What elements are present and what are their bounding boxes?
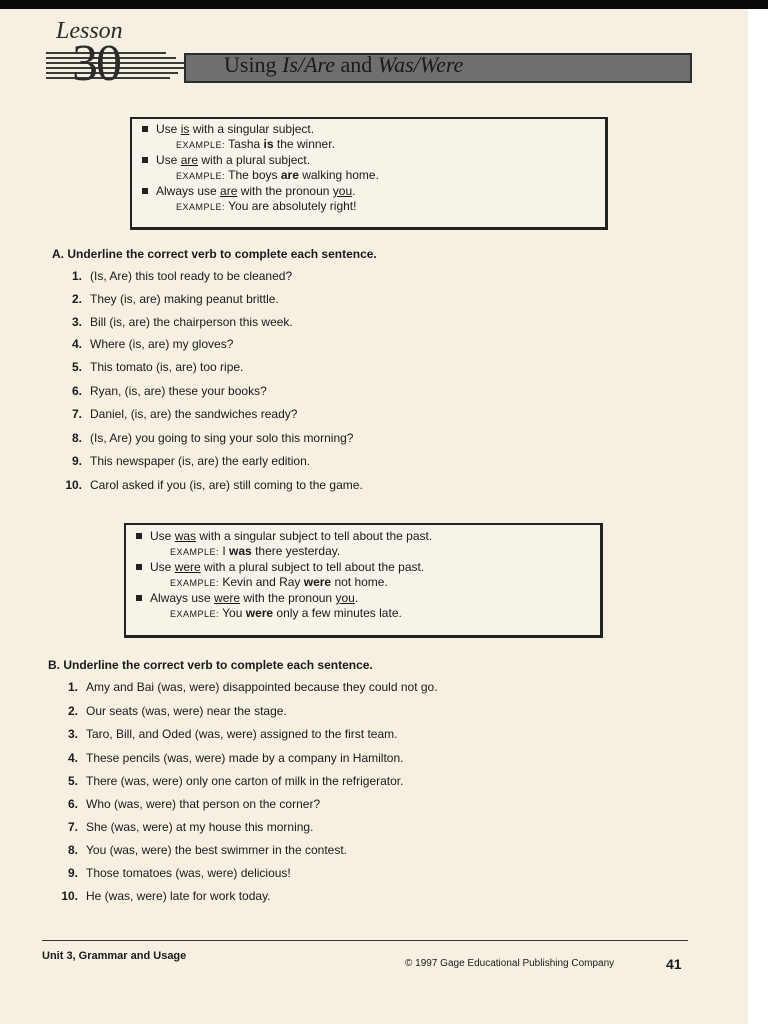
example-line: EXAMPLE: You are absolutely right! [176,199,357,213]
section-a-heading: A. Underline the correct verb to complete each sentence. [52,247,377,261]
rules-box-was-were [124,523,603,638]
example-line: EXAMPLE: I was there yesterday. [170,544,341,558]
rules-box-is-are [130,117,608,230]
lesson-title: Using Is/Are and Was/Were [224,52,464,77]
example-line: EXAMPLE: Kevin and Ray were not home. [170,575,388,589]
section-b-heading: B. Underline the correct verb to complete each sentence. [48,658,373,672]
top-edge-bar [0,0,768,9]
rule-item: Use was with a singular subject to tell about the past. [134,529,592,544]
rule-item: Use is with a singular subject. [140,122,597,137]
rule-item: Always use are with the pronoun you. [140,184,597,199]
footer-copyright: © 1997 Gage Educational Publishing Company [405,958,615,969]
example-line: EXAMPLE: You were only a few minutes late. [170,606,402,620]
example-line: EXAMPLE: Tasha is the winner. [176,137,335,151]
lesson-number: 30 [72,35,120,92]
rule-item: Use were with a plural subject to tell about the past. [134,560,592,575]
lesson-label: Lesson [56,18,123,44]
rule-item: Use are with a plural subject. [140,153,597,168]
rule-item: Always use were with the pronoun you. [134,591,592,606]
footer-unit: Unit 3, Grammar and Usage [42,950,187,962]
footer-divider [42,940,688,941]
page-number: 41 [666,956,682,972]
example-line: EXAMPLE: The boys are walking home. [176,168,379,182]
